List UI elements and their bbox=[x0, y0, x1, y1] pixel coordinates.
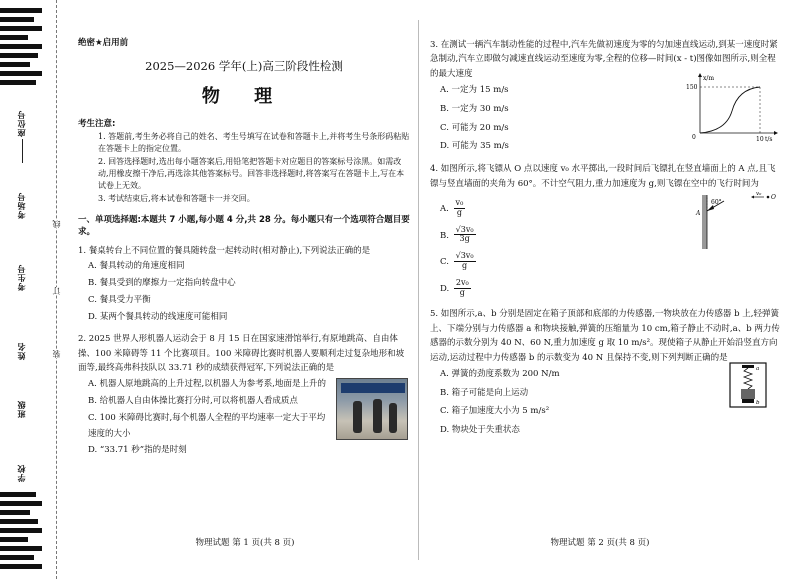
page-divider bbox=[418, 20, 419, 560]
numerator: v₀ bbox=[455, 197, 464, 207]
question-3: 3. 在测试一辆汽车制动性能的过程中,汽车先做初速度为零的匀加速直线运动,到某一速度时紧急制动,汽车立即做匀减速直线运动至速度为零,全程的位移—时间(x - t)图像如图所示,则全程的最大速度 bbox=[430, 40, 778, 79]
label-school: 学校 bbox=[16, 464, 26, 482]
notice-heading: 考生注意: bbox=[78, 119, 116, 130]
notice-item: 2. 回答选择题时,选出每小题答案后,用铅笔把答题卡对应题目的答案标号涂黑。如需改动,用橡皮擦干净后,再选涂其他答案标号。回答非选择题时,将答案写在答题卡上,写在本试卷上无效。 bbox=[98, 156, 405, 191]
label-candidate-no: 考生号 bbox=[16, 264, 26, 291]
binding-stripe bbox=[0, 53, 38, 58]
label-name: 姓名 bbox=[16, 342, 26, 360]
q4-option-a-fraction bbox=[454, 199, 466, 218]
binding-stripe bbox=[0, 546, 42, 551]
left-footer: 物理试题 第 1 页(共 8 页) bbox=[195, 538, 295, 548]
xt-xlabel: t/s bbox=[765, 136, 773, 144]
seat-line[interactable] bbox=[22, 135, 23, 163]
binding-stripe bbox=[0, 80, 36, 85]
binding-stripe bbox=[0, 71, 42, 76]
sensor-b bbox=[742, 399, 754, 403]
q4-option-b-label: B. bbox=[440, 230, 449, 241]
wall bbox=[702, 195, 707, 249]
block bbox=[741, 389, 755, 399]
binding-strip bbox=[0, 0, 70, 579]
label-a: a bbox=[756, 366, 760, 373]
xt-xtick: 10 bbox=[756, 136, 764, 144]
q1-option-b: B. 餐具受到的摩擦力一定指向转盘中心 bbox=[88, 278, 236, 289]
numerator: √3v₀ bbox=[455, 251, 474, 261]
notice-item: 1. 答题前,考生务必将自己的姓名、考生号填写在试卷和答题卡上,并将考生号条形码粘贴在答题卡上的指定位置。 bbox=[98, 131, 410, 154]
q4-option-d-label: D. bbox=[440, 283, 450, 294]
label-b: b bbox=[756, 400, 760, 407]
subject-title: 物 理 bbox=[201, 85, 287, 107]
q1-option-c: C. 餐具受力平衡 bbox=[88, 295, 151, 306]
question-1: 1. 餐桌转台上不同位置的餐具随转盘一起转动时(相对静止),下列说法正确的是 bbox=[78, 246, 371, 257]
q2-option-b: B. 给机器人自由体操比赛打分时,可以将机器人看成质点 bbox=[88, 395, 298, 406]
seal-zhuang: 装 bbox=[52, 350, 61, 358]
q1-option-d: D. 某两个餐具转动的线速度可能相同 bbox=[88, 312, 228, 323]
box-spring-figure bbox=[728, 361, 768, 409]
spring bbox=[744, 368, 752, 389]
q4-option-c-label: C. bbox=[440, 256, 449, 267]
denominator: g bbox=[459, 287, 465, 297]
q5-option-d: D. 物块处于失重状态 bbox=[440, 425, 520, 436]
binding-stripe bbox=[0, 555, 34, 560]
dart-angle: 60° bbox=[711, 198, 722, 206]
robot-race-photo bbox=[336, 378, 408, 440]
binding-stripe bbox=[0, 35, 28, 40]
q4-option-d-fraction bbox=[454, 279, 471, 298]
question-4: 4. 如图所示,将飞镖从 O 点以速度 v₀ 水平掷出,一段时间后飞镖扎在竖直墙面上的 A 点,且飞镖与竖直墙面的夹角为 60°。不计空气阻力,重力加速度为 g,则飞镖在空中的飞行时间为 bbox=[430, 164, 776, 189]
q5-option-a: A. 弹簧的劲度系数为 200 N/m bbox=[440, 369, 560, 380]
dart-figure bbox=[692, 191, 776, 251]
q4-option-c-fraction bbox=[454, 252, 476, 271]
q1-option-a: A. 餐具转动的角速度相同 bbox=[88, 261, 185, 272]
right-footer: 物理试题 第 2 页(共 8 页) bbox=[550, 538, 650, 548]
numerator: 2v₀ bbox=[455, 277, 469, 287]
binding-stripe bbox=[0, 528, 42, 533]
right-page bbox=[430, 38, 780, 440]
notice-item: 3. 考试结束后,将本试卷和答题卡一并交回。 bbox=[98, 193, 255, 203]
q4-option-d bbox=[430, 271, 780, 298]
binding-stripe bbox=[0, 537, 28, 542]
binding-stripe bbox=[0, 510, 30, 515]
denominator: g bbox=[456, 207, 462, 217]
q4-option-a-label: A. bbox=[440, 203, 449, 214]
dart-v0: v₀ bbox=[756, 190, 762, 197]
q3-option-b: B. 一定为 30 m/s bbox=[440, 104, 509, 114]
q2-option-a: A. 机器人原地跳高的上升过程,以机器人为参考系,地面是上升的 bbox=[88, 378, 326, 389]
q3-option-a: A. 一定为 15 m/s bbox=[440, 85, 509, 96]
binding-stripe bbox=[0, 44, 42, 49]
seal-xian: 线 bbox=[52, 220, 61, 228]
exam-title: 2025—2026 学年(上)高三阶段性检测 bbox=[145, 59, 343, 74]
binding-stripe bbox=[0, 492, 36, 497]
confidential-mark: 绝密★启用前 bbox=[78, 38, 129, 48]
binding-stripe bbox=[0, 519, 38, 524]
label-seat: 座位号 bbox=[16, 110, 26, 137]
q5-option-c: C. 箱子加速度大小为 5 m/s² bbox=[440, 406, 550, 417]
dart-point-a: A bbox=[696, 209, 701, 217]
xt-ytick: 150 bbox=[686, 84, 698, 92]
xt-graph bbox=[686, 73, 778, 145]
label-class: 班级 bbox=[16, 400, 26, 418]
section-heading: 一、单项选择题:本题共 7 小题,每小题 4 分,共 28 分。每小题只有一个选项符合题目要求。 bbox=[78, 215, 410, 237]
q3-option-d: D. 可能为 35 m/s bbox=[440, 141, 509, 152]
binding-stripe bbox=[0, 8, 42, 13]
binding-stripe bbox=[0, 62, 30, 67]
binding-stripe bbox=[0, 17, 34, 22]
label-room: 考场号 bbox=[16, 192, 26, 219]
binding-stripe bbox=[0, 26, 42, 31]
denominator: 3g bbox=[459, 234, 470, 244]
q2-option-d: D. “33.71 秒”指的是时刻 bbox=[88, 445, 187, 456]
q4-option-b-fraction bbox=[454, 226, 476, 245]
xt-ylabel: x/m bbox=[703, 75, 715, 83]
left-page bbox=[78, 30, 410, 459]
notice-list bbox=[78, 131, 410, 205]
question-5: 5. 如图所示,a、b 分别是固定在箱子顶部和底部的力传感器,一物块放在力传感器 b 上,轻弹簧上、下端分别与力传感器 a 和物块接触,弹簧的压缩量为 10 cm,箱子静止不动时,a、b 两力传感器的示数分别为 40 N、60 N,重力加速度 g 取 10 m/s²。现使箱子从静止开始沿竖直方向运动,运动过程中力传感器 b 的示数变为 40 N 且保持不变,则下列判断正确的是 bbox=[430, 309, 780, 363]
seal-ding: 订 bbox=[52, 287, 61, 295]
q5-option-b: B. 箱子可能是向上运动 bbox=[440, 387, 529, 398]
sensor-a bbox=[742, 365, 754, 368]
question-2: 2. 2025 世界人形机器人运动会于 8 月 15 日在国家速滑馆举行,有原地跳高、自由体操、100 米障碍等 11 个比赛项目。100 米障碍比赛时机器人要顺利走过复杂地形和坡面等,最终高弗科技队以 33.71 秒的成绩获得冠军,下列说法正确的是 bbox=[78, 334, 405, 374]
denominator: g bbox=[462, 260, 468, 270]
dart-point-o: O bbox=[771, 193, 776, 201]
binding-stripe bbox=[0, 501, 42, 506]
numerator: √3v₀ bbox=[455, 224, 474, 234]
xt-origin: 0 bbox=[692, 134, 696, 142]
binding-stripe bbox=[0, 564, 42, 569]
q3-option-c: C. 可能为 20 m/s bbox=[440, 122, 509, 133]
q2-option-c: C. 100 米障碍比赛时,每个机器人全程的平均速率一定大于平均速度的大小 bbox=[88, 412, 326, 439]
